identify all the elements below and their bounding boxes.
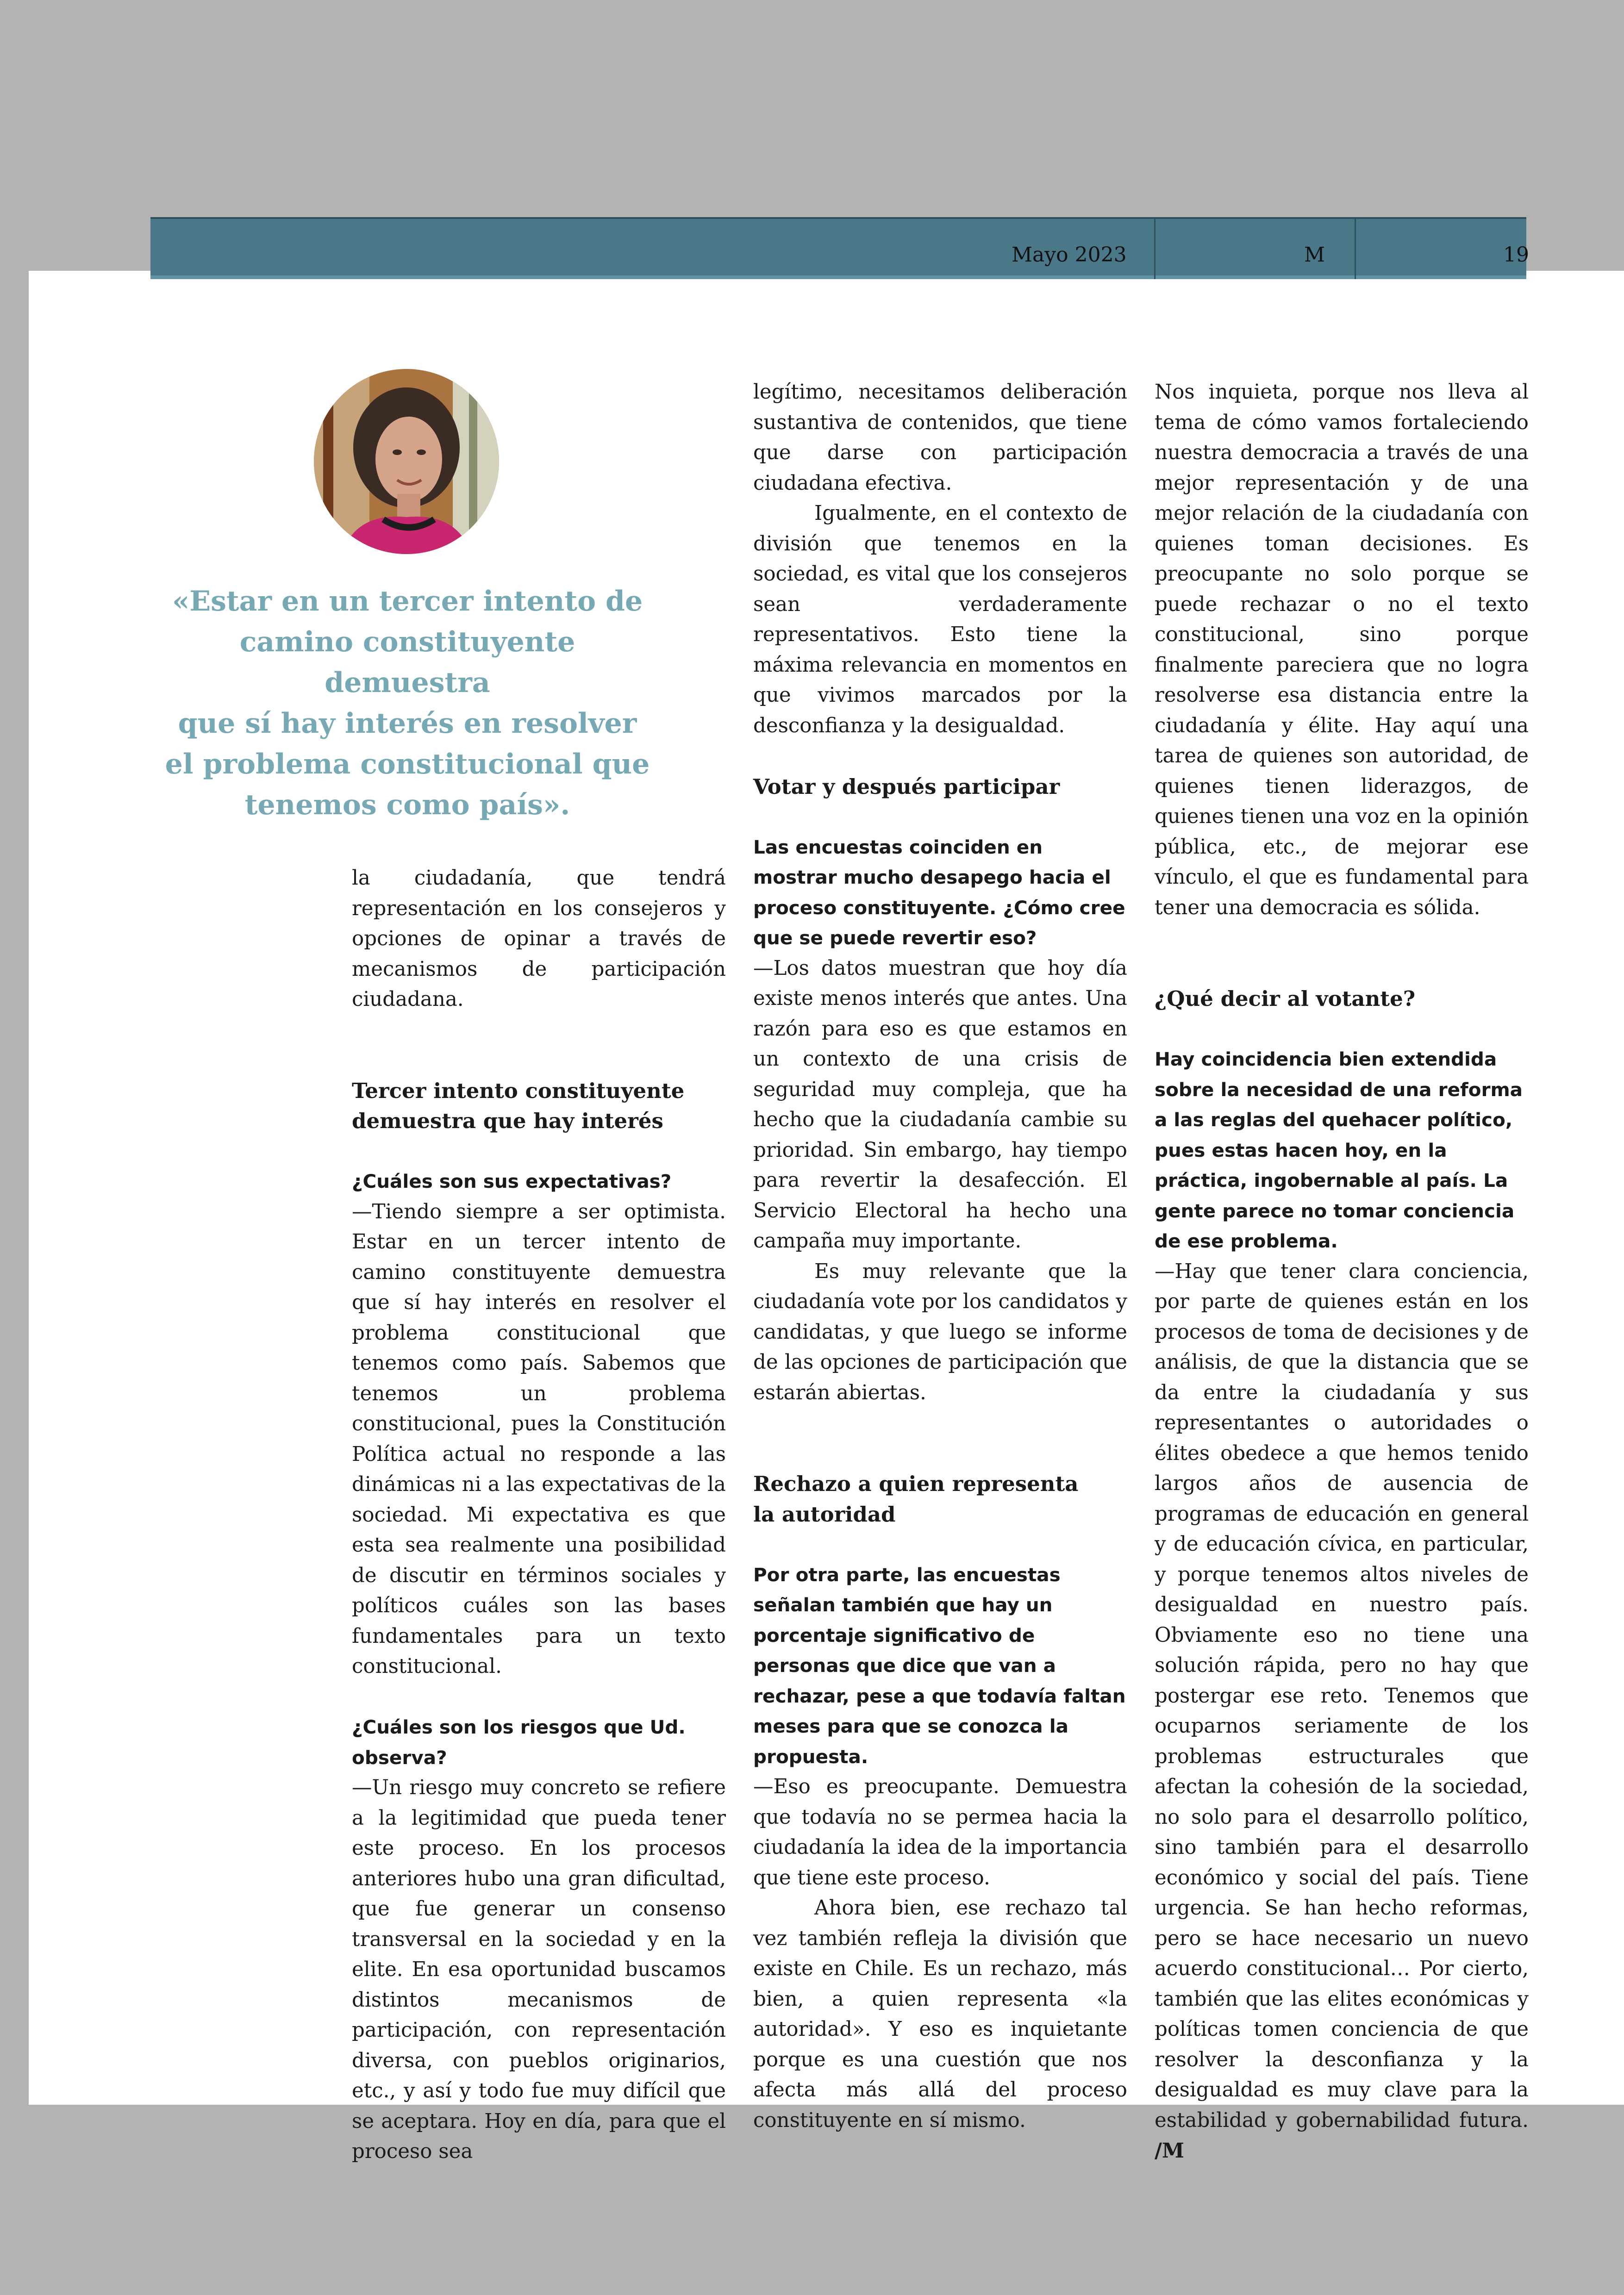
interview-question: ¿Cuáles son los riesgos que Ud. observa?	[352, 1716, 686, 1769]
pull-quote-line: camino constituyente demuestra	[239, 626, 575, 699]
pull-quote-line: el problema constitucional que	[165, 748, 650, 780]
pull-quote-line: «Estar en un tercer intento de	[172, 585, 643, 617]
header-band	[150, 217, 1529, 279]
pull-quote-line: tenemos como país».	[244, 789, 570, 821]
article-column-1	[352, 863, 726, 2167]
interview-answer: —Tiendo siempre a ser optimista. Estar en un tercer intento de camino constituyente demuestra que sí hay interés en resolver el problema constitucional que tenemos como país. Sabemos que tenemos un problema constitucional, pues la Constitución Política actual no responde a las dinámicas ni a las expectativas de la sociedad. Mi expectativa es que esta sea realmente una posibilidad de discutir en términos sociales y políticos cuáles son las bases fundamentales para un texto constitucional.	[352, 1200, 726, 1678]
end-mark: /M	[1155, 2139, 1185, 2163]
body-paragraph: Nos inquieta, porque nos lleva al tema de cómo vamos fortaleciendo nuestra democracia a través de una mejor representación y de una mejor relación de la ciudadanía con quienes toman decisiones. Es preocupante no solo porque se puede rechazar o no el texto constitucional, sino porque finalmente pareciera que no logra resolverse esa distancia entre la ciudadanía y élite. Hay aquí una tarea de quienes son autoridad, de quienes tienen liderazgos, de quienes tienen una voz en la opinión pública, etc., de mejorar ese vínculo, el que es fundamental para tener una democracia es sólida.	[1155, 380, 1529, 919]
subhead-line: la autoridad	[753, 1502, 896, 1527]
section-subhead	[753, 1469, 1127, 1529]
interview-question: Las encuestas coinciden en mostrar mucho desapego hacia el proceso constituyente. ¿Cómo cree que se puede revertir eso?	[753, 836, 1125, 949]
interview-answer: —Un riesgo muy concreto se refiere a la legitimidad que pueda tener este proceso. En los procesos anteriores hubo una gran dificultad, que fue generar un consenso transversal en la sociedad y en la elite. En esa oportunidad buscamos distintos mecanismos de participación, con representación diversa, con pueblos originarios, etc., y así y todo fue muy difícil que se aceptara. Hoy en día, para que el proceso sea	[352, 1776, 726, 2163]
body-paragraph: Es muy relevante que la ciudadanía vote por los candidatos y candidatas, y que luego se informe de las opciones de participación que estarán abiertas.	[753, 1260, 1127, 1404]
body-paragraph: Ahora bien, ese rechazo tal vez también refleja la división que existe en Chile. Es un rechazo, más bien, a quien representa «la autoridad». Y eso es inquietante porque es una cuestión que nos afecta más allá del proceso constituyente en sí mismo.	[753, 1896, 1127, 2132]
interview-question: ¿Cuáles son sus expectativas?	[352, 1170, 672, 1192]
body-paragraph: Igualmente, en el contexto de división que tenemos en la sociedad, es vital que los consejeros sean verdaderamente representativos. Esto tiene la máxima relevancia en momentos en que vivimos marcados por la desconfianza y la desigualdad.	[753, 502, 1127, 737]
article-column-2	[753, 377, 1127, 2136]
page-number: 19	[1503, 243, 1529, 267]
section-subhead: ¿Qué decir al votante?	[1155, 986, 1416, 1011]
header-divider	[1355, 219, 1356, 279]
section-subhead	[352, 1076, 726, 1136]
subhead-line: demuestra que hay interés	[352, 1109, 663, 1133]
interview-answer: —Los datos muestran que hoy día existe menos interés que antes. Una razón para eso es que estamos en un contexto de una crisis de seguridad muy compleja, que ha hecho que la ciudadanía cambie su prioridad. Sin embargo, hay tiempo para revertir la desafección. El Servicio Electoral ha hecho una campaña muy importante.	[753, 956, 1127, 1253]
answer-text: —Hay que tener clara conciencia, por parte de quienes están en los procesos de toma de decisiones y de análisis, de que la distancia que se da entre la ciudadanía y sus representantes o autoridades o élites obedece a que hemos tenido largos años de ausencia de programas de educación en general y de educación cívica, en particular, y porque tenemos altos niveles de desigualdad en nuestro país. Obviamente eso no tiene una solución rápida, pero no hay que postergar ese reto. Tenemos que ocuparnos seriamente de los problemas estructurales que afectan la cohesión de la sociedad, no solo para el desarrollo político, sino también para el desarrollo económico y social del país. Tiene urgencia. Se han hecho reformas, pero se hace necesario un nuevo acuerdo constitucional… Por cierto, también que las elites económicas y políticas tomen conciencia de que resolver la desconfianza y la desigualdad es muy clave para la estabilidad y gobernabilidad futura.	[1155, 1260, 1529, 2132]
subhead-line: Tercer intento constituyente	[352, 1078, 685, 1103]
interview-question: Por otra parte, las encuestas señalan también que hay un porcentaje significativo de personas que dice que van a rechazar, pese a que todavía faltan meses para que se conozca la propuesta.	[753, 1563, 1126, 1768]
pull-quote	[153, 581, 662, 825]
subhead-line: Rechazo a quien representa	[753, 1472, 1079, 1496]
section-subhead: Votar y después participar	[753, 774, 1060, 799]
pull-quote-line: que sí hay interés en resolver	[178, 707, 637, 740]
body-paragraph: la ciudadanía, que tendrá representación en los consejeros y opciones de opinar a través de mecanismos de participación ciudadana.	[352, 867, 726, 1011]
body-paragraph: legítimo, necesitamos deliberación sustantiva de contenidos, que tiene que darse con participación ciudadana efectiva.	[753, 380, 1127, 495]
author-photo	[314, 369, 499, 554]
interview-answer	[1155, 1257, 1529, 2167]
header-date: Mayo 2023	[1012, 243, 1127, 267]
interview-question: Hay coincidencia bien extendida sobre la necesidad de una reforma a las reglas del quehacer político, pues estas hacen hoy, en la práctica, ingobernable al país. La gente parece no tomar conciencia de ese problema.	[1155, 1048, 1523, 1252]
article-column-3	[1155, 377, 1529, 2167]
interview-answer: —Eso es preocupante. Demuestra que todavía no se permea hacia la ciudadanía la idea de la importancia que tiene este proceso.	[753, 1775, 1127, 1890]
header-divider	[1154, 219, 1156, 279]
header-section: M	[1304, 243, 1325, 267]
